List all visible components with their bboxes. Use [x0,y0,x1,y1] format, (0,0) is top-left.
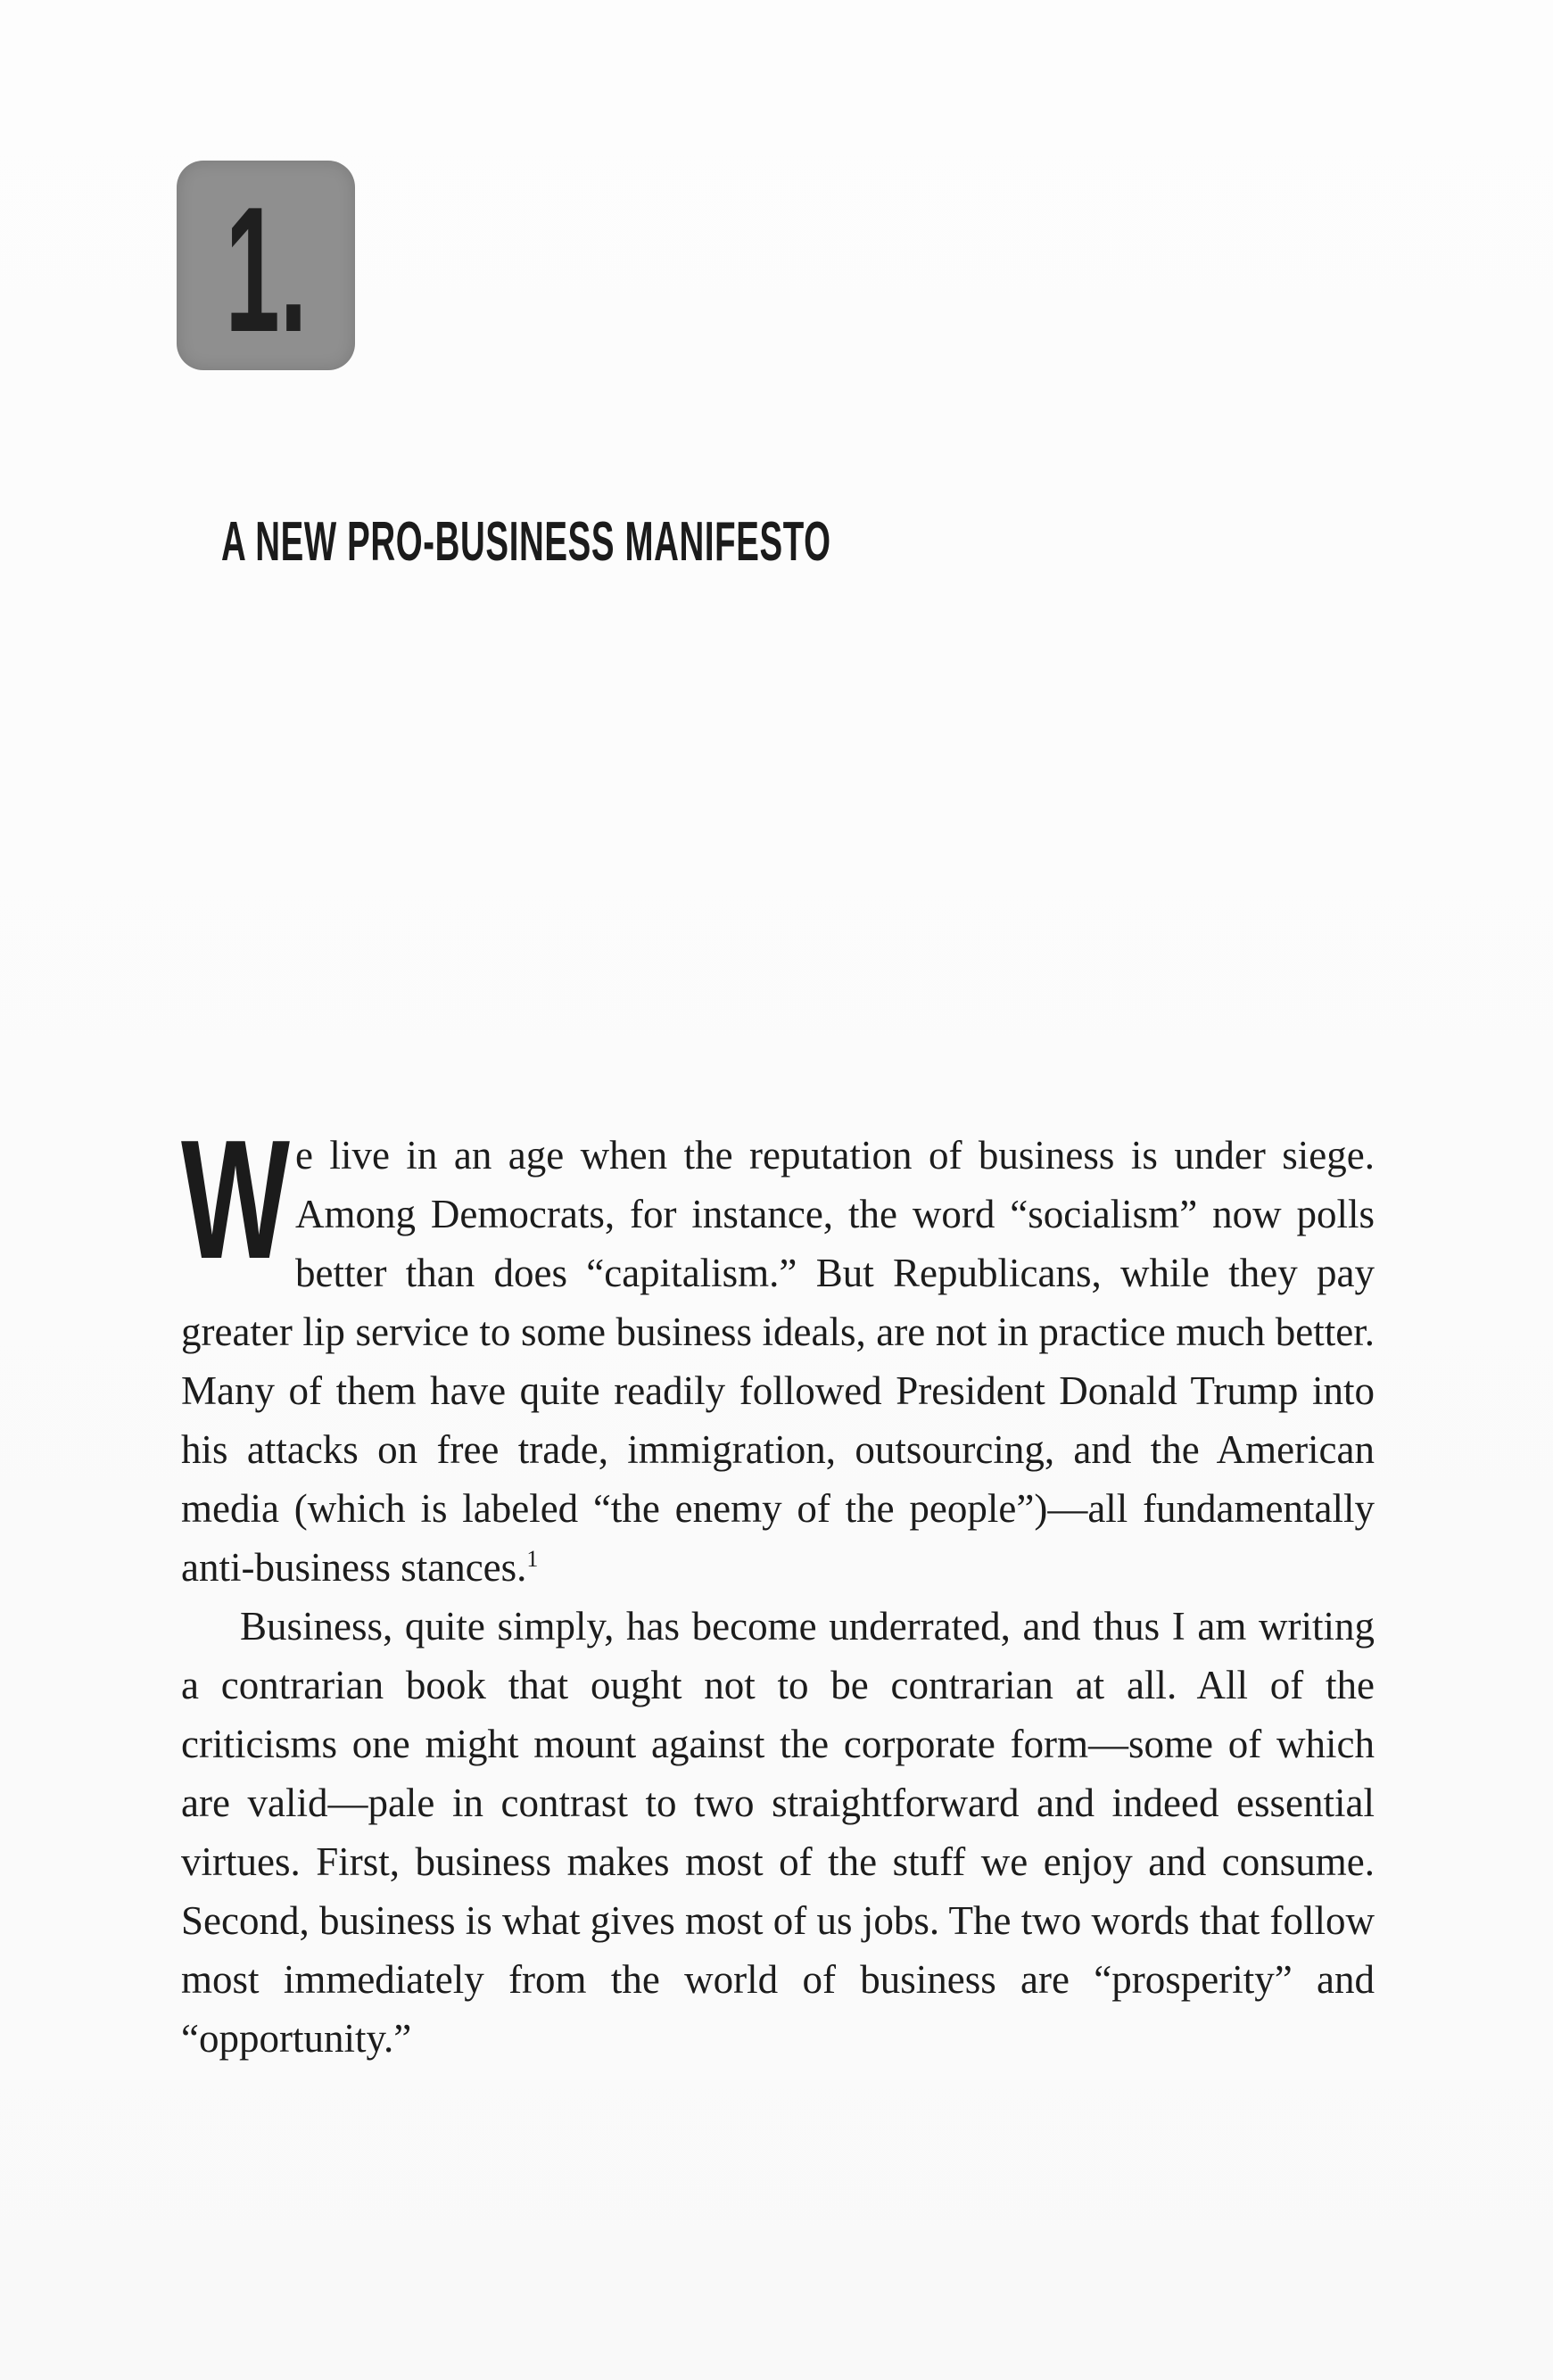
paragraph-1 [181,1105,1375,1597]
chapter-number-badge [177,161,355,370]
drop-cap: W [181,1105,290,1294]
paragraph-1-text: e live in an age when the reputation of business is under siege. Among Democrats, for instance, the word “socialism” now polls better than does “capitalism.” But Republicans, while they pay greater lip service to some business ideals, are not in practice much better. Many of them have quite readily followed President Donald Trump into his attacks on free trade, immigration, outsourcing, and the American media (which is labeled “the enemy of the people”)—all fundamentally anti-business stances. [181,1133,1375,1590]
chapter-title: A NEW PRO-BUSINESS MANIFESTO [221,511,831,573]
paragraph-2-text: Business, quite simply, has become underrated, and thus I am writing a contrarian book that ought not to be contrarian at all. All of the criticisms one might mount against the corporate form—some of which are valid—pale in contrast to two straightforward and indeed essential virtues. First, business makes most of the stuff we enjoy and consume. Second, business is what gives most of us jobs. The two words that follow most immediately from the world of business are “prosperity” and “opportunity.” [181,1604,1375,2061]
chapter-number: 1. [225,169,307,369]
body-text [181,1105,1375,2068]
footnote-reference[interactable]: 1 [526,1546,539,1572]
paragraph-2 [181,1597,1375,2068]
